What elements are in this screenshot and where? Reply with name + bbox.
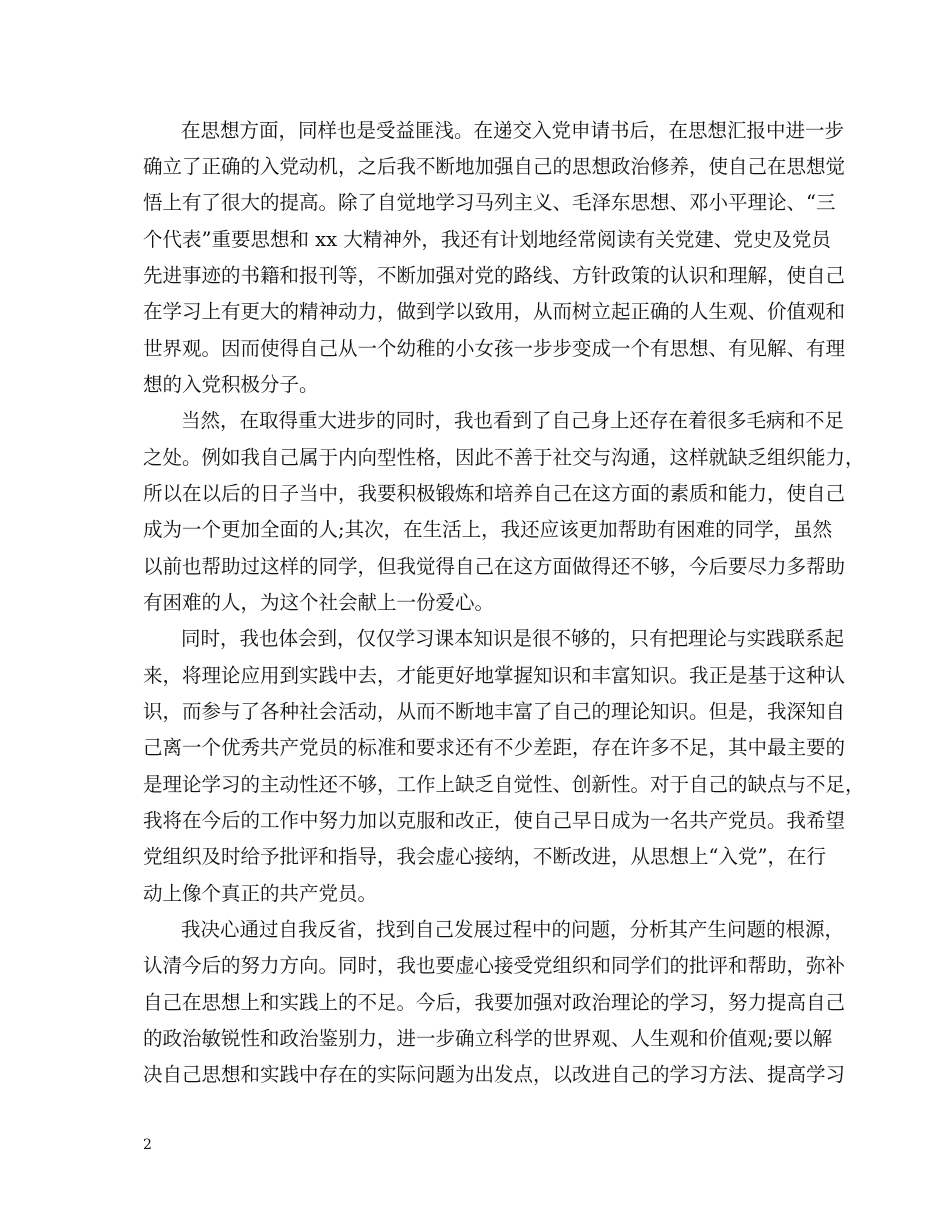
text-line: 党组织及时给予批评和指导，我会虚心接纳，不断改进，从思想上“入党”，在行 <box>143 845 826 868</box>
text-line: 成为一个更加全面的人;其次，在生活上，我还应该更加帮助有困难的同学，虽然 <box>143 518 833 541</box>
text-line: 有困难的人，为这个社会献上一份爱心。 <box>143 591 495 614</box>
text-line: 想的入党积极分子。 <box>143 373 319 396</box>
text-line: 我决心通过自我反省，找到自己发展过程中的问题，分析其产生问题的根源， <box>181 918 845 941</box>
text-line: 自己在思想上和实践上的不足。今后，我要加强对政治理论的学习，努力提高自己 <box>143 991 846 1014</box>
text-line: 来，将理论应用到实践中去，才能更好地掌握知识和丰富知识。我正是基于这种认 <box>143 664 846 687</box>
text-line: 动上像个真正的共产党员。 <box>143 882 378 905</box>
text-line: 在学习上有更大的精神动力，做到学以致用，从而树立起正确的人生观、价值观和 <box>143 300 846 323</box>
text-line: 同时，我也体会到，仅仅学习课本知识是很不够的，只有把理论与实践联系起 <box>181 627 845 650</box>
page-number: 2 <box>143 1137 152 1153</box>
text-line: 所以在以后的日子当中，我要积极锻炼和培养自己在这方面的素质和能力，使自己 <box>143 482 846 505</box>
text-line: 是理论学习的主动性还不够，工作上缺乏自觉性、创新性。对于自己的缺点与不足， <box>143 773 865 796</box>
text-line: 先进事迹的书籍和报刊等，不断加强对党的路线、方针政策的认识和理解，使自己 <box>143 264 846 287</box>
text-line: 我将在今后的工作中努力加以克服和改正，使自己早日成为一名共产党员。我希望 <box>143 809 846 832</box>
text-line: 当然，在取得重大进步的同时，我也看到了自己身上还存在着很多毛病和不足 <box>181 409 845 432</box>
text-line: 认清今后的努力方向。同时，我也要虚心接受党组织和同学们的批评和帮助，弥补 <box>143 954 846 977</box>
text-line: 悟上有了很大的提高。除了自觉地学习马列主义、毛泽东思想、邓小平理论、“三 <box>143 191 836 214</box>
text-line: 在思想方面，同样也是受益匪浅。在递交入党申请书后，在思想汇报中进一步 <box>181 119 845 142</box>
text-line: 己离一个优秀共产党员的标准和要求还有不少差距，存在许多不足，其中最主要的 <box>143 736 846 759</box>
text-line: 世界观。因而使得自己从一个幼稚的小女孩一步步变成一个有思想、有见解、有理 <box>143 337 846 360</box>
text-line: 以前也帮助过这样的同学，但我觉得自己在这方面做得还不够，今后要尽力多帮助 <box>143 555 846 578</box>
text-line: 决自己思想和实践中存在的实际问题为出发点，以改进自己的学习方法、提高学习 <box>143 1063 846 1086</box>
text-line: 个代表”重要思想和 xx 大精神外，我还有计划地经常阅读有关党建、党史及党员 <box>143 228 831 251</box>
text-line: 的政治敏锐性和政治鉴别力，进一步确立科学的世界观、人生观和价值观;要以解 <box>143 1027 833 1050</box>
text-line: 识，而参与了各种社会活动，从而不断地丰富了自己的理论知识。但是，我深知自 <box>143 700 846 723</box>
text-line: 确立了正确的入党动机，之后我不断地加强自己的思想政治修养，使自己在思想觉 <box>143 155 846 178</box>
text-line: 之处。例如我自己属于内向型性格，因此不善于社交与沟通，这样就缺乏组织能力， <box>143 446 865 469</box>
